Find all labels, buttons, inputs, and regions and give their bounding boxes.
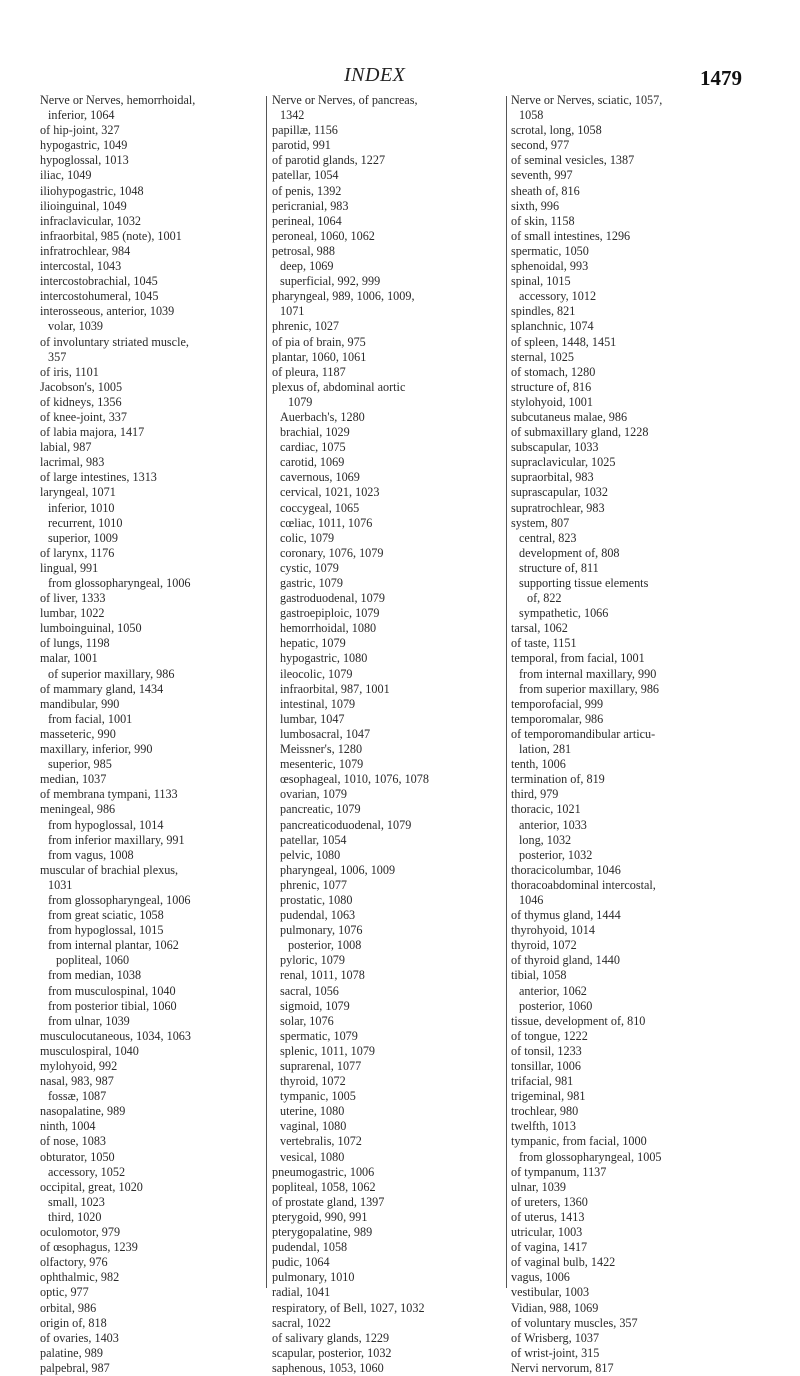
index-entry: vagus, 1006 (511, 1270, 570, 1285)
index-entry: recurrent, 1010 (48, 515, 123, 530)
index-entry: nasopalatine, 989 (40, 1104, 126, 1119)
index-entry: of pleura, 1187 (272, 364, 346, 379)
index-entry: coronary, 1076, 1079 (280, 545, 384, 560)
index-entry: palatine, 989 (40, 1345, 103, 1360)
index-entry: superior, 985 (48, 757, 112, 772)
index-entry: of kidneys, 1356 (40, 394, 122, 409)
index-entry: hemorrhoidal, 1080 (280, 621, 377, 636)
index-entry: from musculospinal, 1040 (48, 983, 176, 998)
index-entry: coccygeal, 1065 (280, 500, 360, 515)
index-column-1 (40, 93, 282, 1376)
index-entry: of temporomandibular articu- (511, 726, 656, 741)
index-entry: pudendal, 1058 (272, 1240, 348, 1255)
index-entry: of seminal vesicles, 1387 (511, 153, 635, 168)
index-entry: second, 977 (511, 138, 570, 153)
index-entry: from ulnar, 1039 (48, 1013, 130, 1028)
index-entry: lumboinguinal, 1050 (40, 621, 142, 636)
index-entry: origin of, 818 (40, 1315, 107, 1330)
index-entry: Nerve or Nerves, hemorrhoidal, (40, 93, 196, 107)
page-number: 1479 (700, 66, 742, 90)
index-entry: fossæ, 1087 (48, 1089, 107, 1104)
index-entry: of involuntary striated muscle, (40, 334, 189, 349)
index-entry: œsophageal, 1010, 1076, 1078 (280, 772, 429, 787)
index-entry: plexus of, abdominal aortic (272, 379, 406, 394)
index-entry: intercostobrachial, 1045 (40, 274, 158, 289)
index-entry: musculocutaneous, 1034, 1063 (40, 1028, 191, 1043)
index-entry: tympanic, 1005 (280, 1089, 356, 1104)
index-entry: sheath of, 816 (511, 183, 580, 198)
index-entry: phrenic, 1077 (280, 877, 348, 892)
index-entry: structure of, 811 (519, 560, 599, 575)
index-entry: from hypoglossal, 1014 (48, 817, 164, 832)
index-entry: meningeal, 986 (40, 802, 116, 817)
column-divider (506, 96, 507, 1288)
index-entry: Meissner's, 1280 (280, 742, 363, 757)
index-entry: hepatic, 1079 (280, 636, 346, 651)
index-entry: colic, 1079 (280, 530, 335, 545)
index-entry: of hip-joint, 327 (40, 123, 120, 138)
index-entry: intestinal, 1079 (280, 696, 356, 711)
index-entry: of œsophagus, 1239 (40, 1240, 138, 1255)
index-entry: lumbar, 1022 (40, 606, 105, 621)
index-entry: saphenous, 1053, 1060 (272, 1360, 384, 1375)
index-entry: anterior, 1033 (519, 817, 587, 832)
index-entry: thoracic, 1021 (511, 802, 581, 817)
index-entry: posterior, 1032 (519, 847, 593, 862)
index-entry: sternal, 1025 (511, 349, 574, 364)
index-entry: third, 1020 (48, 1209, 102, 1224)
index-entry: of Wrisberg, 1037 (511, 1330, 600, 1345)
index-entry: patellar, 1054 (280, 832, 347, 847)
index-entry: from facial, 1001 (48, 711, 133, 726)
index-entry: 1071 (280, 304, 305, 319)
index-entry: sacral, 1022 (272, 1315, 331, 1330)
index-entry: stylohyoid, 1001 (511, 394, 593, 409)
index-entry: of parotid glands, 1227 (272, 153, 386, 168)
index-entry: renal, 1011, 1078 (280, 968, 365, 983)
index-entry: posterior, 1060 (519, 998, 593, 1013)
index-column-2 (272, 93, 508, 1376)
index-entry: 1046 (519, 892, 544, 907)
index-entry: of wrist-joint, 315 (511, 1345, 600, 1360)
index-entry: spindles, 821 (511, 304, 576, 319)
index-entry: lacrimal, 983 (40, 455, 105, 470)
index-entry: of, 822 (527, 591, 562, 606)
index-entry: popliteal, 1058, 1062 (272, 1179, 376, 1194)
index-entry: vestibular, 1003 (511, 1285, 590, 1300)
index-entry: carotid, 1069 (280, 455, 345, 470)
index-entry: seventh, 997 (511, 168, 573, 183)
index-entry: occipital, great, 1020 (40, 1179, 143, 1194)
index-entry: of tympanum, 1137 (511, 1164, 607, 1179)
index-entry: utricular, 1003 (511, 1225, 583, 1240)
running-head: INDEX (344, 64, 406, 86)
index-entry: lumbar, 1047 (280, 711, 345, 726)
index-entry: of pia of brain, 975 (272, 334, 366, 349)
index-entry: supraclavicular, 1025 (511, 455, 616, 470)
index-entry: Auerbach's, 1280 (280, 409, 365, 424)
index-entry: Nervi nervorum, 817 (511, 1360, 614, 1375)
index-entry: third, 979 (511, 787, 559, 802)
index-entry: tenth, 1006 (511, 757, 566, 772)
index-entry: inferior, 1010 (48, 500, 115, 515)
index-entry: from inferior maxillary, 991 (48, 832, 185, 847)
index-entry: oculomotor, 979 (40, 1225, 121, 1240)
index-entry: of taste, 1151 (511, 636, 577, 651)
index-entry: of liver, 1333 (40, 591, 106, 606)
index-entry: ulnar, 1039 (511, 1179, 567, 1194)
index-entry: intercostal, 1043 (40, 259, 122, 274)
index-entry: of thymus gland, 1444 (511, 908, 621, 923)
index-entry: Vidian, 988, 1069 (511, 1300, 599, 1315)
index-entry: ninth, 1004 (40, 1119, 96, 1134)
index-entry: iliohypogastric, 1048 (40, 183, 144, 198)
index-entry: scapular, posterior, 1032 (272, 1345, 392, 1360)
index-entry: pulmonary, 1010 (272, 1270, 355, 1285)
index-entry: lingual, 991 (40, 560, 99, 575)
index-entry: hypoglossal, 1013 (40, 153, 129, 168)
index-entry: of lungs, 1198 (40, 636, 110, 651)
index-entry: obturator, 1050 (40, 1149, 115, 1164)
index-entry: of submaxillary gland, 1228 (511, 425, 649, 440)
index-entry: accessory, 1052 (48, 1164, 126, 1179)
index-entry: of vaginal bulb, 1422 (511, 1255, 616, 1270)
index-entry: trigeminal, 981 (511, 1089, 586, 1104)
index-entry: of uterus, 1413 (511, 1209, 585, 1224)
index-entry: 1079 (288, 394, 313, 409)
index-entry: uterine, 1080 (280, 1104, 345, 1119)
index-entry: twelfth, 1013 (511, 1119, 576, 1134)
index-entry: small, 1023 (48, 1194, 105, 1209)
index-entry: of membrana tympani, 1133 (40, 787, 178, 802)
index-entry: Nerve or Nerves, of pancreas, (272, 93, 418, 107)
index-entry: superficial, 992, 999 (280, 274, 381, 289)
index-entry: inferior, 1064 (48, 108, 115, 123)
index-entry: suprascapular, 1032 (511, 485, 608, 500)
index-entry: cystic, 1079 (280, 560, 339, 575)
index-entry: lumbosacral, 1047 (280, 726, 371, 741)
index-entry: temporal, from facial, 1001 (511, 651, 645, 666)
index-entry: interosseous, anterior, 1039 (40, 304, 175, 319)
index-entry: from vagus, 1008 (48, 847, 134, 862)
index-entry: system, 807 (511, 515, 570, 530)
page-header (0, 0, 800, 92)
index-entry: ileocolic, 1079 (280, 666, 353, 681)
index-entry: pulmonary, 1076 (280, 923, 363, 938)
index-entry: from glossopharyngeal, 1006 (48, 576, 191, 590)
index-entry: supporting tissue elements (519, 576, 649, 590)
index-entry: mesenteric, 1079 (280, 757, 364, 772)
index-entry: cavernous, 1069 (280, 470, 360, 485)
index-entry: pyloric, 1079 (280, 953, 345, 968)
index-entry: malar, 1001 (40, 651, 98, 666)
index-entry: from internal maxillary, 990 (519, 666, 657, 681)
index-entry: of ovaries, 1403 (40, 1330, 119, 1345)
index-entry: sixth, 996 (511, 198, 560, 213)
index-entry: of mammary gland, 1434 (40, 681, 164, 696)
index-entry: of thyroid gland, 1440 (511, 953, 620, 968)
index-entry: vesical, 1080 (280, 1149, 345, 1164)
index-entry: supratrochlear, 983 (511, 500, 605, 515)
index-entry: infraorbital, 987, 1001 (280, 681, 390, 696)
index-entry: pterygopalatine, 989 (272, 1225, 373, 1240)
index-entry: maxillary, inferior, 990 (40, 742, 153, 757)
index-entry: hypogastric, 1049 (40, 138, 128, 153)
index-entry: pudendal, 1063 (280, 908, 356, 923)
index-entry: subcutaneus malae, 986 (511, 409, 628, 424)
index-entry: 1031 (48, 877, 73, 892)
index-entry: pelvic, 1080 (280, 847, 341, 862)
index-entry: pancreaticoduodenal, 1079 (280, 817, 412, 832)
index-entry: spermatic, 1050 (511, 243, 589, 258)
index-entry: of stomach, 1280 (511, 364, 596, 379)
index-entry: sympathetic, 1066 (519, 606, 609, 621)
index-entry: gastroepiploic, 1079 (280, 606, 380, 621)
index-entry: of large intestines, 1313 (40, 470, 157, 485)
index-entry: anterior, 1062 (519, 983, 587, 998)
index-entry: masseteric, 990 (40, 726, 116, 741)
index-entry: phrenic, 1027 (272, 319, 340, 334)
index-entry: orbital, 986 (40, 1300, 97, 1315)
index-entry: structure of, 816 (511, 379, 592, 394)
index-entry: brachial, 1029 (280, 425, 350, 440)
index-entry: of vagina, 1417 (511, 1240, 588, 1255)
index-entry: sacral, 1056 (280, 983, 339, 998)
index-entry: 357 (48, 349, 67, 364)
index-entry: radial, 1041 (272, 1285, 331, 1300)
index-entry: 1058 (519, 108, 544, 123)
index-entry: solar, 1076 (280, 1013, 334, 1028)
index-entry: vertebralis, 1072 (280, 1134, 362, 1149)
index-entry: 1342 (280, 108, 305, 123)
index-entry: ovarian, 1079 (280, 787, 348, 802)
index-entry: pericranial, 983 (272, 198, 349, 213)
index-entry: musculospiral, 1040 (40, 1043, 139, 1058)
index-entry: from glossopharyngeal, 1006 (48, 892, 191, 907)
index-entry: of voluntary muscles, 357 (511, 1315, 638, 1330)
index-entry: hypogastric, 1080 (280, 651, 368, 666)
index-entry: of knee-joint, 337 (40, 409, 127, 424)
index-entry: posterior, 1008 (288, 938, 362, 953)
index-entry: of penis, 1392 (272, 183, 342, 198)
column-divider (266, 96, 267, 1288)
index-entry: thyroid, 1072 (511, 938, 577, 953)
index-entry: lation, 281 (519, 742, 572, 757)
index-entry: Nerve or Nerves, sciatic, 1057, (511, 93, 663, 107)
index-entry: popliteal, 1060 (56, 953, 130, 968)
index-entry: tibial, 1058 (511, 968, 567, 983)
index-entry: suprarenal, 1077 (280, 1059, 362, 1073)
index-entry: accessory, 1012 (519, 289, 597, 304)
index-entry: from internal plantar, 1062 (48, 938, 179, 953)
index-entry: palpebral, 987 (40, 1360, 110, 1375)
index-entry: trifacial, 981 (511, 1074, 574, 1089)
index-entry: mandibular, 990 (40, 696, 120, 711)
index-entry: of small intestines, 1296 (511, 228, 631, 243)
index-entry: of prostate gland, 1397 (272, 1194, 385, 1209)
index-entry: thyrohyoid, 1014 (511, 923, 595, 938)
index-entry: of ureters, 1360 (511, 1194, 588, 1209)
index-entry: peroneal, 1060, 1062 (272, 228, 375, 243)
index-entry: spinal, 1015 (511, 274, 571, 289)
index-entry: spermatic, 1079 (280, 1028, 358, 1043)
index-entry: splanchnic, 1074 (511, 319, 594, 334)
index-entry: temporofacial, 999 (511, 696, 604, 711)
index-entry: cœliac, 1011, 1076 (280, 515, 373, 530)
index-entry: from median, 1038 (48, 968, 142, 983)
index-entry: thyroid, 1072 (280, 1074, 346, 1089)
index-entry: deep, 1069 (280, 259, 334, 274)
index-entry: pharyngeal, 989, 1006, 1009, (272, 289, 415, 304)
index-entry: of labia majora, 1417 (40, 425, 145, 440)
index-entry: pudic, 1064 (272, 1255, 330, 1270)
index-entry: infratrochlear, 984 (40, 243, 131, 258)
index-entry: intercostohumeral, 1045 (40, 289, 159, 304)
index-entry: plantar, 1060, 1061 (272, 349, 367, 364)
index-entry: thoracicolumbar, 1046 (511, 862, 621, 877)
index-entry: perineal, 1064 (272, 213, 342, 228)
index-entry: median, 1037 (40, 772, 107, 787)
index-entry: central, 823 (519, 530, 577, 545)
index-entry: muscular of brachial plexus, (40, 862, 179, 877)
index-entry: of tongue, 1222 (511, 1028, 588, 1043)
index-entry: ophthalmic, 982 (40, 1270, 120, 1285)
index-entry: long, 1032 (519, 832, 572, 847)
index-entry: tissue, development of, 810 (511, 1013, 646, 1028)
index-entry: temporomalar, 986 (511, 711, 604, 726)
index-entry: from glossopharyngeal, 1005 (519, 1149, 662, 1164)
index-entry: infraorbital, 985 (note), 1001 (40, 228, 182, 243)
index-entry: pharyngeal, 1006, 1009 (280, 862, 396, 877)
index-entry: sigmoid, 1079 (280, 998, 350, 1013)
index-entry: splenic, 1011, 1079 (280, 1043, 376, 1058)
index-entry: of spleen, 1448, 1451 (511, 334, 617, 349)
index-entry: prostatic, 1080 (280, 892, 353, 907)
index-entry: ilioinguinal, 1049 (40, 198, 127, 213)
index-entry: optic, 977 (40, 1285, 89, 1300)
index-entry: pancreatic, 1079 (280, 802, 361, 817)
index-entry: infraclavicular, 1032 (40, 213, 142, 228)
index-entry: sphenoidal, 993 (511, 259, 589, 274)
index-entry: of skin, 1158 (511, 213, 575, 228)
index-entry: Jacobson's, 1005 (40, 379, 123, 394)
index-entry: thoracoabdominal intercostal, (511, 877, 656, 892)
index-column-3 (511, 93, 763, 1376)
index-entry: parotid, 991 (272, 138, 331, 153)
index-entry: pneumogastric, 1006 (272, 1164, 375, 1179)
index-entry: from hypoglossal, 1015 (48, 923, 164, 938)
index-entry: of larynx, 1176 (40, 545, 115, 560)
index-entry: gastroduodenal, 1079 (280, 591, 385, 606)
index-entry: tarsal, 1062 (511, 621, 568, 636)
index-entry: superior, 1009 (48, 530, 118, 545)
index-entry: labial, 987 (40, 440, 92, 455)
index-entry: from posterior tibial, 1060 (48, 998, 177, 1013)
index-entry: vaginal, 1080 (280, 1119, 347, 1134)
index-entry: of salivary glands, 1229 (272, 1330, 390, 1345)
index-entry: laryngeal, 1071 (40, 485, 116, 500)
index-entry: pterygoid, 990, 991 (272, 1209, 368, 1224)
index-entry: cardiac, 1075 (280, 440, 346, 455)
index-entry: olfactory, 976 (40, 1255, 108, 1270)
index-entry: patellar, 1054 (272, 168, 339, 183)
index-entry: of superior maxillary, 986 (48, 666, 175, 681)
index-entry: mylohyoid, 992 (40, 1059, 118, 1073)
index-entry: scrotal, long, 1058 (511, 123, 602, 138)
index-entry: of iris, 1101 (40, 364, 99, 379)
index-entry: termination of, 819 (511, 772, 605, 787)
index-entry: papillæ, 1156 (272, 123, 338, 138)
index-entry: development of, 808 (519, 545, 620, 560)
index-entry: from great sciatic, 1058 (48, 908, 164, 923)
index-entry: iliac, 1049 (40, 168, 92, 183)
index-entry: from superior maxillary, 986 (519, 681, 660, 696)
index-entry: subscapular, 1033 (511, 440, 599, 455)
index-entry: gastric, 1079 (280, 576, 343, 590)
index-entry: volar, 1039 (48, 319, 104, 334)
index-entry: of nose, 1083 (40, 1134, 107, 1149)
index-entry: nasal, 983, 987 (40, 1074, 114, 1089)
index-entry: trochlear, 980 (511, 1104, 579, 1119)
index-entry: tonsillar, 1006 (511, 1059, 581, 1073)
index-entry: respiratory, of Bell, 1027, 1032 (272, 1300, 425, 1315)
index-entry: supraorbital, 983 (511, 470, 594, 485)
index-entry: petrosal, 988 (272, 243, 335, 258)
index-entry: of tonsil, 1233 (511, 1043, 582, 1058)
index-entry: tympanic, from facial, 1000 (511, 1134, 647, 1149)
index-entry: cervical, 1021, 1023 (280, 485, 380, 500)
